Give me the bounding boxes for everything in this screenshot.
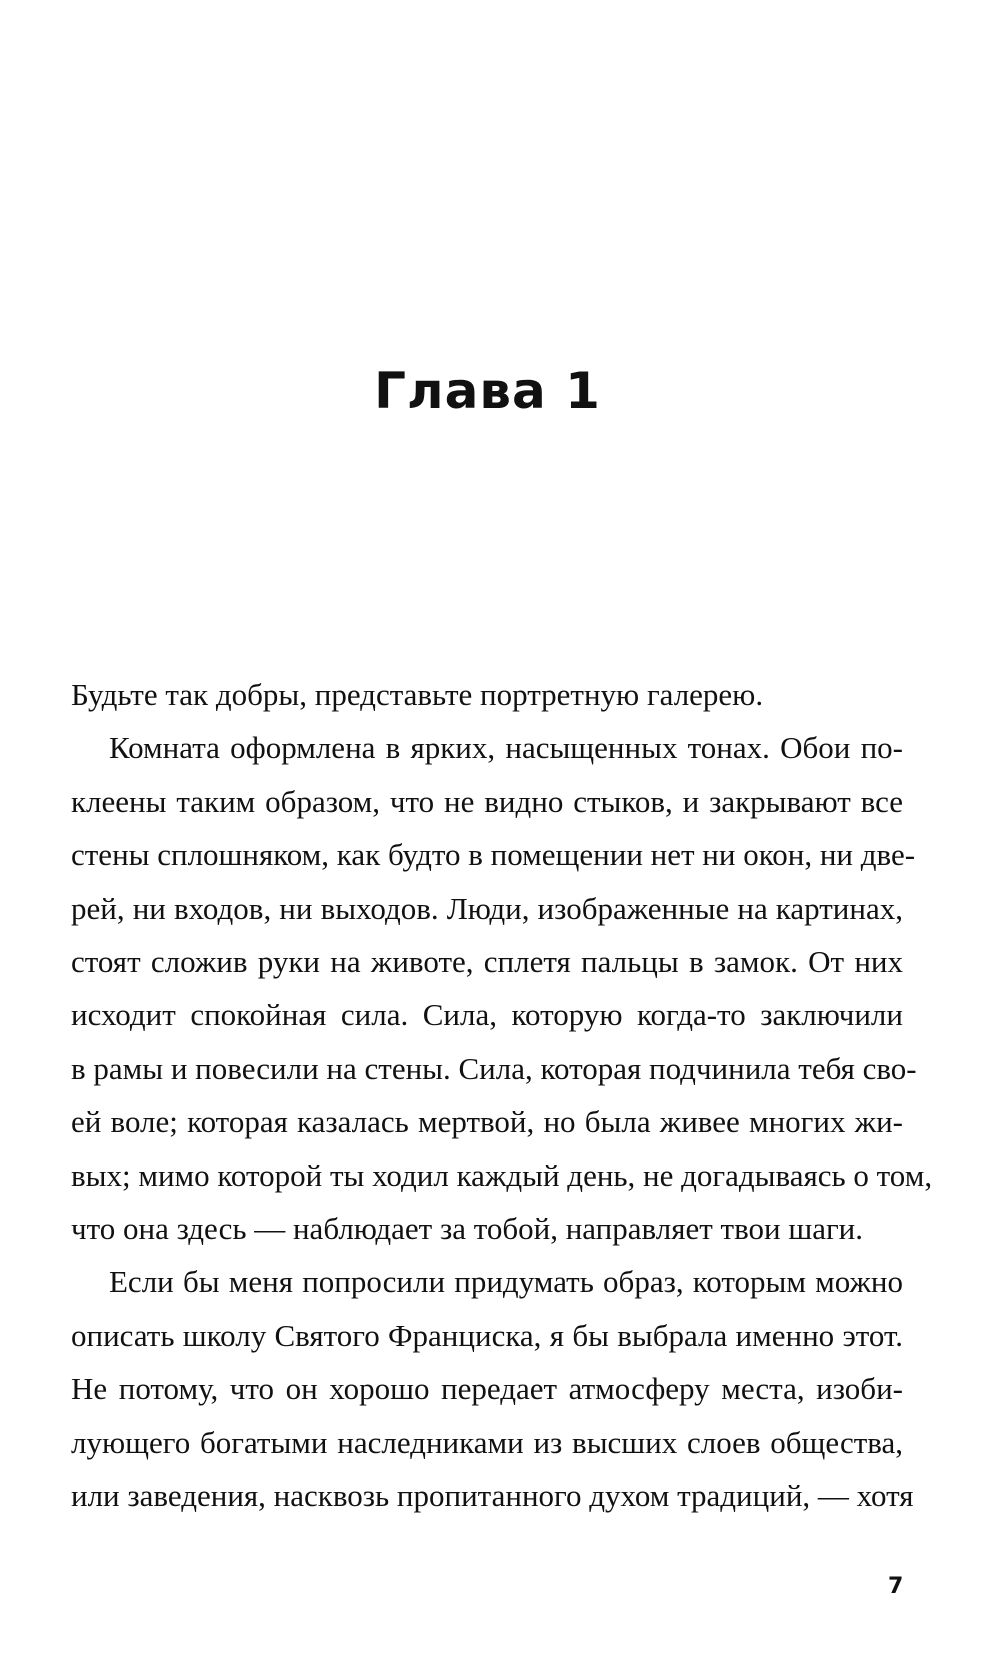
text-line: лующего богатыми наследниками из высших слоев общества, [71,1424,903,1460]
text-line: исходит спокойная сила. Сила, которую когда-то заключили [71,997,903,1033]
text-line: ей воле; которая казалась мертвой, но была живее многих жи- [71,1104,903,1140]
text-line: клеены таким образом, что не видно стыков, и закрывают все [71,783,903,819]
text-line: Будьте так добры, представьте портретную галерею. [71,677,764,712]
body-text [71,668,933,1523]
text-line: стоят сложив руки на животе, сплетя пальцы в замок. От них [71,944,903,980]
page-number: 7 [888,1574,904,1599]
text-line: что она здесь — наблюдает за тобой, направляет твои шаги. [71,1211,864,1247]
text-line: стены сплошняком, как будто в помещении нет ни окон, ни две- [71,837,916,873]
text-line: вых; мимо которой ты ходил каждый день, не догадываясь о том, [71,1157,933,1193]
text-line: Не потому, что он хорошо передает атмосферу места, изоби- [71,1371,903,1407]
text-line: или заведения, насквозь пропитанного духом традиций, — хотя [71,1478,914,1514]
text-line: в рамы и повесили на стены. Сила, которая подчинила тебя сво- [71,1050,917,1086]
text-line: рей, ни входов, ни выходов. Люди, изображенные на картинах, [71,890,903,926]
text-line: Если бы меня попросили придумать образ, которым можно [109,1264,903,1300]
chapter-title: Глава 1 [374,362,601,420]
text-line: Комната оформлена в ярких, насыщенных тонах. Обои по- [109,730,903,766]
text-line: описать школу Святого Франциска, я бы выбрала именно этот. [71,1317,903,1353]
